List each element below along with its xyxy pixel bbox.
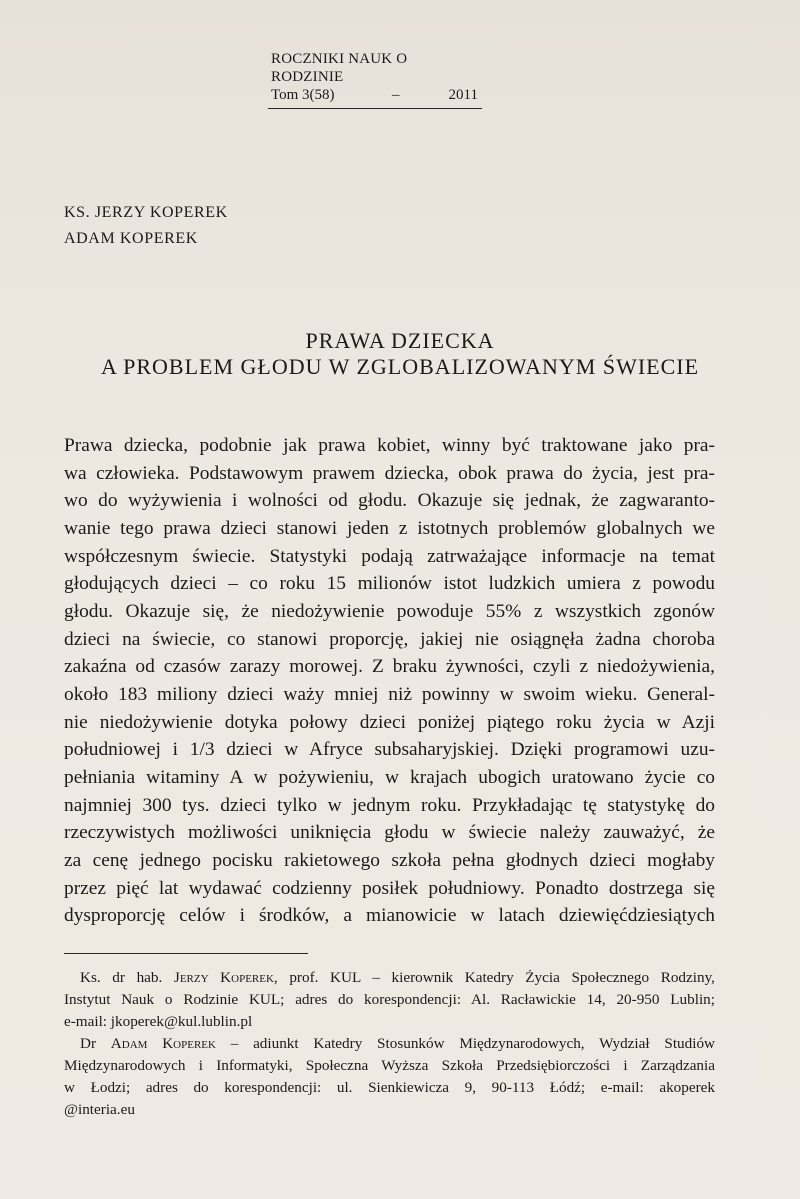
footnote-author-name: Adam Koperek (110, 1035, 216, 1052)
text-line: około 183 miliony dzieci waży mniej niż powinny w swoim wieku. General- (64, 683, 715, 705)
text-line: za cenę jednego pocisku rakietowego szkoła pełna głodnych dzieci mogłaby (64, 849, 715, 871)
author-block (64, 200, 228, 252)
text-line: współczesnym świecie. Statystyki podają zatrważające informacje na temat (64, 545, 715, 567)
text-line: południowej i 1/3 dzieci w Afryce subsaharyjskiej. Dzięki programowi uzu- (64, 739, 715, 761)
volume-number: Tom 3(58) (271, 87, 335, 103)
running-header (268, 50, 482, 109)
footnote-author-name: Jerzy Koperek (173, 969, 274, 986)
text-line: najmniej 300 tys. dzieci tylko w jednym roku. Przykładając tę statystykę do (64, 794, 715, 816)
footnote-text: Dr (80, 1035, 111, 1052)
author-name: ADAM KOPEREK (64, 230, 198, 247)
text-line: głodu. Okazuje się, że niedożywienie powoduje 55% z wszystkich zgonów (64, 600, 715, 622)
text-line: głodujących dzieci – co roku 15 milionów istot ludzkich umiera z powodu (64, 573, 715, 595)
text-line: zakaźna od czasów zarazy morowej. Z braku żywności, czyli z niedożywienia, (64, 656, 715, 678)
footnote-text: Ks. dr hab. (80, 969, 174, 986)
header-separator: – (392, 87, 400, 103)
title-line: A PROBLEM GŁODU W ZGLOBALIZOWANYM ŚWIECIE (100, 354, 700, 379)
footnote-line: Międzynarodowych i Informatyki, Społeczna Wyższa Szkoła Przedsiębiorczości i Zarządzania (64, 1057, 715, 1074)
text-line: nie niedożywienie dotyka połowy dzieci poniżej piątego roku życia w Azji (64, 711, 715, 733)
footnote-line: @interia.eu (64, 1101, 135, 1118)
text-line: wanie tego prawa dzieci stanowi jeden z istotnych problemów globalnych we (64, 517, 715, 539)
footnote-line: Instytut Nauk o Rodzinie KUL; adres do korespondencji: Al. Racławickie 14, 20-950 Lublin; (64, 991, 715, 1008)
footnote-line (64, 1033, 715, 1055)
footnote-divider (64, 953, 308, 954)
text-line: pełniania witaminy A w pożywieniu, w krajach ubogich uratowano życie co (64, 766, 715, 788)
journal-name: ROCZNIKI NAUK O RODZINIE (271, 51, 408, 85)
publication-year: 2011 (448, 87, 478, 103)
footnote-text: , prof. KUL – kierownik Katedry Życia Społecznego Rodziny, (273, 969, 715, 986)
title-line: PRAWA DZIECKA (305, 328, 495, 353)
text-line: dzieci na świecie, co stanowi proporcję, jakiej nie osiągnęła żadna choroba (64, 628, 715, 650)
footnote-line (64, 967, 715, 989)
volume-line (268, 86, 482, 109)
footnote-line: e-mail: jkoperek@kul.lublin.pl (64, 1013, 253, 1030)
footnote-line: w Łodzi; adres do korespondencji: ul. Sienkiewicza 9, 90-113 Łódź; e-mail: akoperek (64, 1079, 715, 1096)
text-line: Prawa dziecka, podobnie jak prawa kobiet, winny być traktowane jako pra- (64, 435, 715, 456)
author-name: KS. JERZY KOPEREK (64, 204, 228, 221)
article-title (40, 328, 760, 380)
text-line: dysproporcję celów i środków, a mianowicie w latach dziewięćdziesiątych (64, 905, 715, 927)
text-line: wa człowieka. Podstawowym prawem dziecka, obok prawa do życia, jest pra- (64, 462, 715, 484)
text-line: rzeczywistych możliwości uniknięcia głodu w świecie należy zauważyć, że (64, 822, 715, 844)
text-line: przez pięć lat wydawać codzienny posiłek południowy. Ponadto dostrzega się (64, 877, 715, 899)
footnote-text: – adiunkt Katedry Stosunków Międzynarodowych, Wydział Studiów (215, 1035, 716, 1052)
body-paragraph (64, 432, 715, 930)
footnotes (64, 967, 715, 1121)
text-line: wo do wyżywienia i wolności od głodu. Okazuje się jednak, że zagwaranto- (64, 490, 715, 512)
